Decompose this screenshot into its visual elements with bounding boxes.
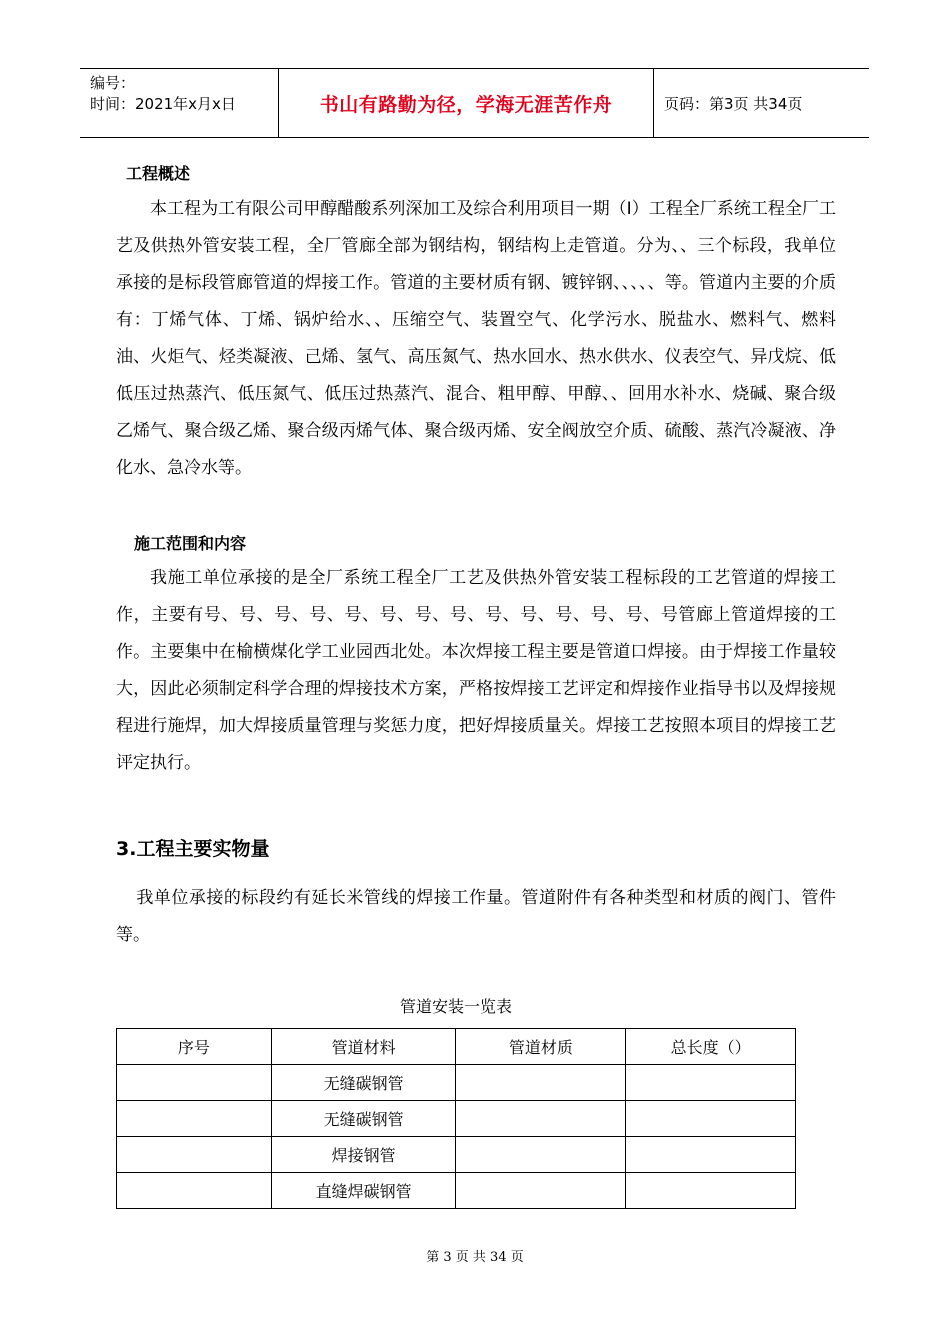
table-cell xyxy=(626,1137,796,1173)
section3-heading: 3.工程主要实物量 xyxy=(116,838,270,860)
table-cell xyxy=(626,1101,796,1137)
document-time: 时间：2021年x月x日 xyxy=(90,95,236,113)
document-number-label: 编号： xyxy=(90,74,136,92)
table-row xyxy=(117,1065,796,1101)
table-cell xyxy=(456,1101,626,1137)
table-cell: 无缝碳钢管 xyxy=(271,1065,456,1101)
column-header-material: 管道材料 xyxy=(271,1029,456,1065)
column-header-length: 总长度（） xyxy=(626,1029,796,1065)
overview-paragraph xyxy=(116,191,836,487)
table-cell xyxy=(626,1173,796,1209)
table-cell xyxy=(117,1065,272,1101)
table-cell: 无缝碳钢管 xyxy=(271,1101,456,1137)
table-cell: 直缝焊碳钢管 xyxy=(271,1173,456,1209)
page-footer: 第 3 页 共 34 页 xyxy=(426,1250,524,1265)
header-motto: 书山有路勤为径，学海无涯苦作舟 xyxy=(279,69,654,137)
header-meta xyxy=(80,69,279,137)
pipe-installation-table xyxy=(116,1028,796,1209)
table-row xyxy=(117,1101,796,1137)
header-page-info: 页码：第3页 共34页 xyxy=(664,94,803,113)
table-header-row xyxy=(117,1029,796,1065)
scope-text: 我施工单位承接的是全厂系统工程全厂工艺及供热外管安装工程标段的工艺管道的焊接工作，主要有号、号、号、号、号、号、号、号、号、号、号、号、号、号管廊上管道焊接的工作。主要集中在榆横煤化学工业园西北处。本次焊接工程主要是管道口焊接。由于焊接工作量较大，因此必须制定科学合理的焊接技术方案，严格按焊接工艺评定和焊接作业指导书以及焊接规程进行施焊，加大焊接质量管理与奖惩力度，把好焊接质量关。焊接工艺按照本项目的焊接工艺评定执行。 xyxy=(116,568,836,773)
table-cell xyxy=(456,1065,626,1101)
table-cell xyxy=(626,1065,796,1101)
section3-paragraph xyxy=(116,880,836,954)
column-header-grade: 管道材质 xyxy=(456,1029,626,1065)
column-header-index: 序号 xyxy=(117,1029,272,1065)
table-cell xyxy=(117,1137,272,1173)
page-header xyxy=(80,68,869,138)
table-row xyxy=(117,1173,796,1209)
table-cell xyxy=(117,1101,272,1137)
table-caption: 管道安装一览表 xyxy=(399,997,512,1016)
scope-heading: 施工范围和内容 xyxy=(134,534,247,553)
table-row xyxy=(117,1137,796,1173)
table-cell: 焊接钢管 xyxy=(271,1137,456,1173)
section3-text: 我单位承接的标段约有延长米管线的焊接工作量。管道附件有各种类型和材质的阀门、管件等。 xyxy=(116,888,836,945)
table-cell xyxy=(456,1137,626,1173)
overview-text: 本工程为工有限公司甲醇醋酸系列深加工及综合利用项目一期（Ⅰ）工程全厂系统工程全厂工艺及供热外管安装工程，全厂管廊全部为钢结构，钢结构上走管道。分为、、三个标段，我单位承接的是标段管廊管道的焊接工作。管道的主要材质有钢、镀锌钢、、、、、等。管道内主要的介质有：丁烯气体、丁烯、锅炉给水、、压缩空气、装置空气、化学污水、脱盐水、燃料气、燃料油、火炬气、烃类凝液、己烯、氢气、高压氮气、热水回水、热水供水、仪表空气、异戊烷、低低压过热蒸汽、低压氮气、低压过热蒸汽、混合、粗甲醇、甲醇、、回用水补水、烧碱、聚合级乙烯气、聚合级乙烯、聚合级丙烯气体、聚合级丙烯、安全阀放空介质、硫酸、蒸汽冷凝液、净化水、急冷水等。 xyxy=(116,199,836,478)
table-cell xyxy=(456,1173,626,1209)
scope-paragraph xyxy=(116,560,836,782)
table-cell xyxy=(117,1173,272,1209)
overview-heading: 工程概述 xyxy=(126,164,191,183)
